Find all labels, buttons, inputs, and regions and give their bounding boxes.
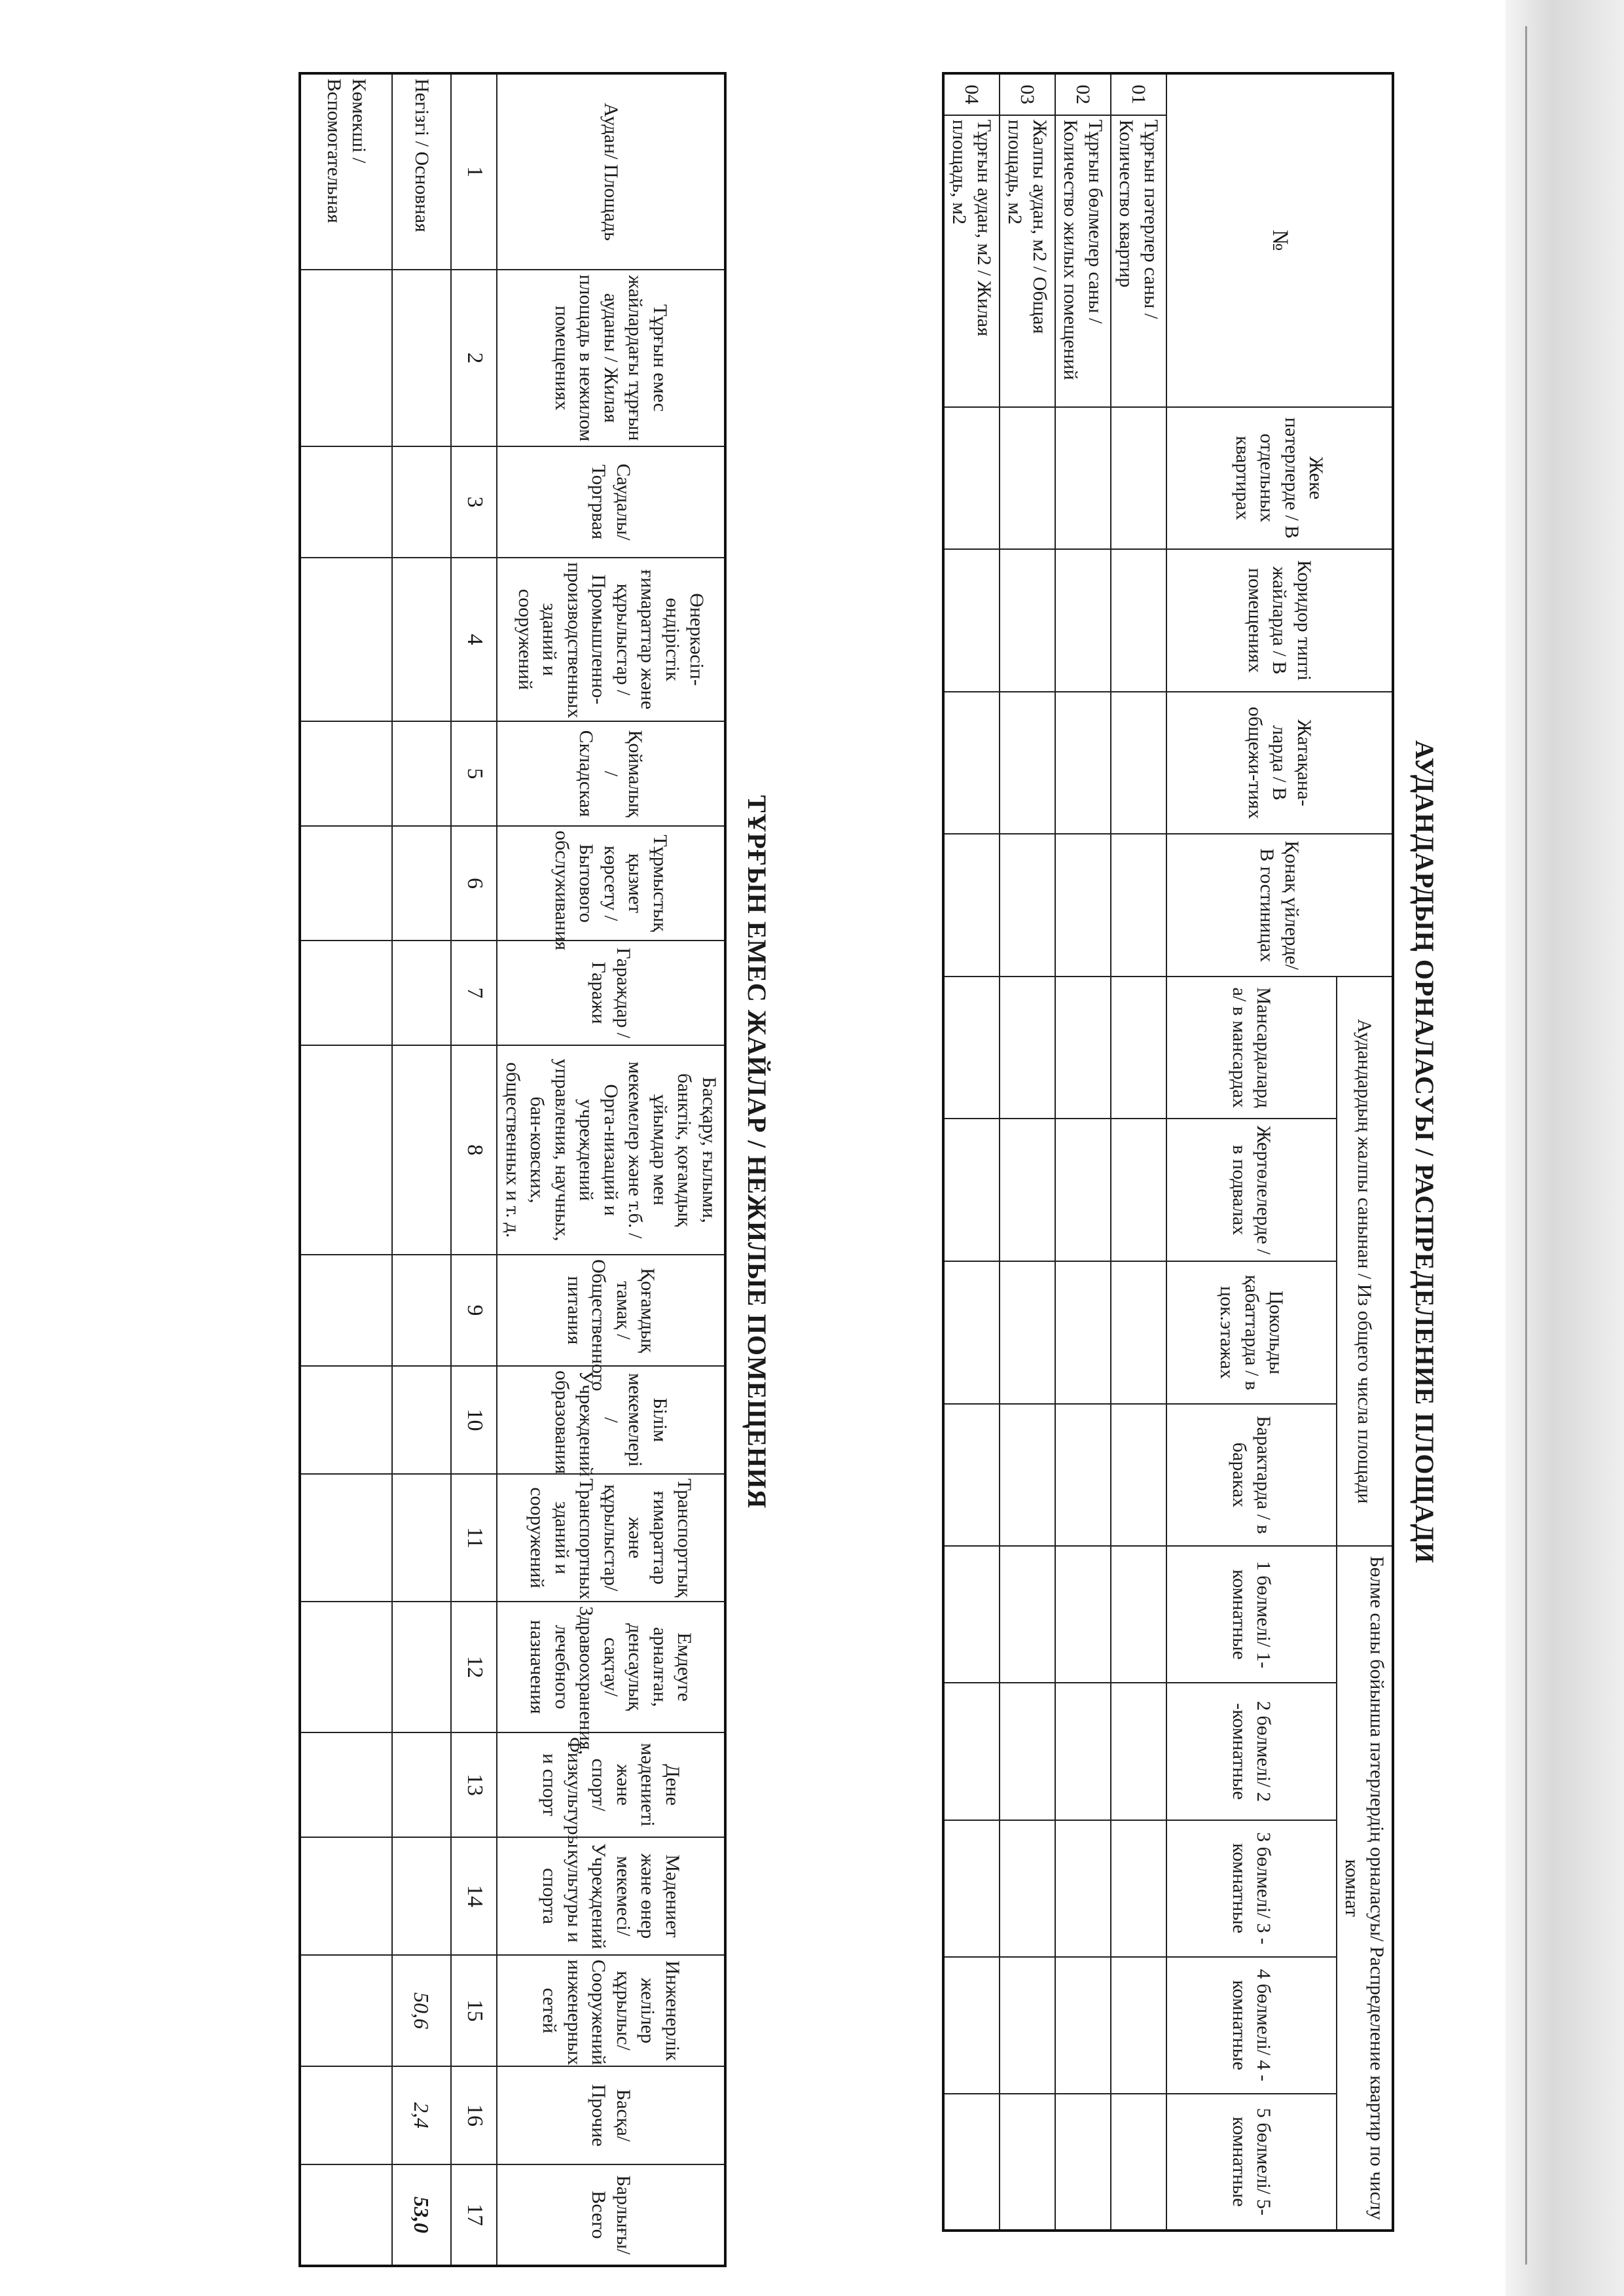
scan-page-edge-line	[1525, 26, 1527, 2265]
value-cell	[1000, 834, 1055, 977]
value-cell	[300, 270, 393, 446]
value-cell	[943, 1957, 1000, 2094]
value-cell	[393, 1045, 452, 1255]
value-cell	[1055, 1683, 1111, 1820]
col-header-1-room: 1 бөлмелі/ 1-комнатные	[1166, 1546, 1337, 1683]
area-distribution-table	[942, 72, 1394, 2232]
col-number: 7	[452, 941, 497, 1045]
value-cell	[1111, 1546, 1166, 1683]
col-header-sport: Дене мәдениеті және спорт/ Физкультуры и спорт	[497, 1732, 726, 1837]
distribution-title: АУДАНДАРДЫҢ ОРНАЛАСУЫ / РАСПРЕДЕЛЕНИЕ ПЛОЩАДИ	[1410, 740, 1439, 1564]
value-cell	[300, 2066, 393, 2164]
value-cell	[1055, 692, 1111, 834]
value-cell	[1000, 1119, 1055, 1261]
col-header-separate-apartments: Жеке пәтерлерде / В отдельных квартирах	[1166, 407, 1393, 550]
col-number: 3	[452, 446, 497, 558]
row-label-main: Негізгі / Основная	[393, 73, 452, 270]
value-cell-total-main: 53,0	[393, 2164, 452, 2266]
col-header-5-room: 5 бөлмелі/ 5-комнатные	[1166, 2094, 1337, 2231]
value-cell	[1055, 1119, 1111, 1261]
value-cell	[1055, 2094, 1111, 2231]
col-header-corridor-premises: Коридор типті жайларда / В помещениях	[1166, 549, 1393, 692]
col-header-barracks: Барактарда / в бараках	[1166, 1404, 1337, 1547]
col-header-4-room: 4 бөлмелі/ 4 - комнатные	[1166, 1957, 1337, 2094]
value-cell	[300, 1955, 393, 2066]
col-header-warehouse: Қоймалық / Складская	[497, 721, 726, 826]
value-cell	[943, 1546, 1000, 1683]
col-header-2-room: 2 бөлмелі/ 2 -комнатные	[1166, 1683, 1337, 1820]
value-cell	[1055, 1957, 1111, 2094]
value-cell	[393, 1474, 452, 1602]
value-cell	[943, 1820, 1000, 1957]
value-cell	[1111, 834, 1166, 977]
value-cell	[1111, 549, 1166, 692]
col-number: 14	[452, 1837, 497, 1955]
value-cell	[300, 1837, 393, 1955]
col-header-education: Білім мекемелері / Учреждений образования	[497, 1366, 726, 1474]
value-cell	[1000, 977, 1055, 1119]
col-header-3-room: 3 бөлмелі/ 3 - комнатные	[1166, 1820, 1337, 1957]
col-header-household-services: Тұрмыстық қызмет көрсету / Бытового обслуживания	[497, 826, 726, 941]
value-cell	[300, 1255, 393, 1366]
value-cell	[943, 1404, 1000, 1547]
col-header-dormitories: Жатақана-ларда / В общежи-тиях	[1166, 692, 1393, 834]
value-cell	[1000, 407, 1055, 550]
value-cell	[943, 2094, 1000, 2231]
col-number: 5	[452, 721, 497, 826]
value-cell	[1111, 1261, 1166, 1404]
col-number: 13	[452, 1732, 497, 1837]
value-cell	[393, 721, 452, 826]
value-cell	[300, 1366, 393, 1474]
col-number: 11	[452, 1474, 497, 1602]
col-number: 10	[452, 1366, 497, 1474]
value-cell	[1000, 1261, 1055, 1404]
value-cell	[393, 941, 452, 1045]
value-cell	[943, 407, 1000, 550]
col-number: 2	[452, 270, 497, 446]
value-cell-engineering-main: 50,6	[393, 1955, 452, 2066]
value-cell	[1111, 692, 1166, 834]
value-cell	[1000, 692, 1055, 834]
value-cell	[943, 1261, 1000, 1404]
value-cell	[1055, 1261, 1111, 1404]
value-cell	[393, 446, 452, 558]
col-header-garages: Гараждар / Гаражи	[497, 941, 726, 1045]
col-header-culture: Мәдениет және өнер мекемесі/ Учреждений культуры и спорта	[497, 1837, 726, 1955]
row-number: 02	[1055, 73, 1111, 115]
value-cell-other-main: 2,4	[393, 2066, 452, 2164]
col-number: 17	[452, 2164, 497, 2266]
value-cell	[943, 1683, 1000, 1820]
col-header-catering: Қоғамдық тамақ / Общественного питания	[497, 1255, 726, 1366]
col-number: 16	[452, 2066, 497, 2164]
col-number: 6	[452, 826, 497, 941]
value-cell	[393, 1837, 452, 1955]
value-cell	[300, 558, 393, 721]
value-cell	[1000, 1546, 1055, 1683]
col-header-basements: Жертөлелерде / в подвалах	[1166, 1119, 1337, 1261]
col-header-organizations: Басқару, ғылыми, банктік, қоғамдық ұйымдар мен мекемелер және т.б. / Орга-низаций и учреждений управления, научных, бан-ковских, общественных и т. д.	[497, 1045, 726, 1255]
row-label-auxiliary: Көмекші / Вспомогательная	[300, 73, 393, 270]
value-cell	[1111, 1404, 1166, 1547]
value-cell	[1055, 549, 1111, 692]
group-header-area-total: Аудандардың жалпы санынан / Из общего числа площади	[1337, 977, 1393, 1546]
value-cell	[300, 446, 393, 558]
value-cell	[1055, 834, 1111, 977]
col-header-living-in-nonresidential: Тұрғын емес жайлардағы тұрғын ауданы / Жилая площадь в нежилом помещениях	[497, 270, 726, 446]
col-header-industrial: Өнеркәсіп-өндірістік ғимараттар және құрылыстар / Промышленно-производственных зданий и сооружений	[497, 558, 726, 721]
value-cell	[393, 1255, 452, 1366]
value-cell	[1000, 1404, 1055, 1547]
table-row	[1055, 73, 1111, 2231]
col-header-attics: Мансардалард а/ в мансардах	[1166, 977, 1337, 1119]
value-cell	[1000, 1820, 1055, 1957]
value-cell	[300, 941, 393, 1045]
value-cell	[300, 2164, 393, 2266]
col-number: 8	[452, 1045, 497, 1255]
value-cell	[1111, 977, 1166, 1119]
value-cell	[1111, 1957, 1166, 2094]
value-cell	[300, 1602, 393, 1732]
row-label-apartments-count: Тұрғын пәтерлер саны / Количество квартир	[1111, 115, 1166, 407]
col-header-engineering-networks: Инженерлік желілер құрылыс/ Сооружений инженерных сетей	[497, 1955, 726, 2066]
value-cell	[1055, 1820, 1111, 1957]
value-cell	[1000, 1957, 1055, 2094]
col-header-transport: Транспорттық ғимараттар және құрылыстар/ Транспортных зданий и сооружений	[497, 1474, 726, 1602]
table-row	[1111, 73, 1166, 2231]
value-cell	[300, 1474, 393, 1602]
value-cell	[393, 270, 452, 446]
row-number: 03	[1000, 73, 1055, 115]
value-cell	[393, 826, 452, 941]
table-row	[393, 73, 452, 2266]
col-number: 4	[452, 558, 497, 721]
col-header-total: Барлығы/ Всего	[497, 2164, 726, 2266]
group-header-rooms-distribution: Бөлме саны бойынша пәтерлердің орналасуы/ Распределение квартир по числу комнат	[1337, 1546, 1393, 2231]
value-cell	[393, 1602, 452, 1732]
col-header-trade: Саудалы/ Торгрвая	[497, 446, 726, 558]
value-cell	[1055, 1404, 1111, 1547]
value-cell	[1000, 549, 1055, 692]
col-header-other: Басқа/ Прочие	[497, 2066, 726, 2164]
value-cell	[1000, 2094, 1055, 2231]
col-number: 9	[452, 1255, 497, 1366]
value-cell	[1111, 1119, 1166, 1261]
col-number: 15	[452, 1955, 497, 2066]
nonresidential-table	[299, 72, 727, 2267]
value-cell	[1055, 407, 1111, 550]
value-cell	[393, 1366, 452, 1474]
col-header-healthcare: Емдеуге арналған, денсаулық сақтау/ Здравоохранения, лечебного назначения	[497, 1602, 726, 1732]
row-number: 01	[1111, 73, 1166, 115]
value-cell	[1055, 1546, 1111, 1683]
value-cell	[943, 977, 1000, 1119]
value-cell	[1111, 1683, 1166, 1820]
value-cell	[1111, 1820, 1166, 1957]
scan-page-edge-shadow	[1506, 0, 1624, 2296]
value-cell	[943, 549, 1000, 692]
row-label-total-area: Жалпы аудан, м2 / Общая площадь, м2	[1000, 115, 1055, 407]
col-number: 1	[452, 73, 497, 270]
value-cell	[1111, 407, 1166, 550]
value-cell	[300, 826, 393, 941]
rotated-form-page	[0, 72, 1466, 2255]
value-cell	[1055, 977, 1111, 1119]
table-row	[300, 73, 393, 2266]
value-cell	[1111, 2094, 1166, 2231]
row-label-living-rooms-count: Тұрғын бөлмелер саны / Количество жилых помещений	[1055, 115, 1111, 407]
row-label-living-area: Тұрғын аудан, м2 / Жилая площадь, м2	[943, 115, 1000, 407]
col-header-area: Аудан/ Площадь	[497, 73, 726, 270]
value-cell	[300, 1732, 393, 1837]
value-cell	[943, 692, 1000, 834]
number-header-cell: №	[1166, 73, 1393, 407]
row-number: 04	[943, 73, 1000, 115]
value-cell	[943, 1119, 1000, 1261]
col-header-hotels: Қонақ үйлерде/ В гостиницах	[1166, 834, 1393, 977]
value-cell	[943, 834, 1000, 977]
table-row	[1000, 73, 1055, 2231]
value-cell	[1000, 1683, 1055, 1820]
value-cell	[300, 1045, 393, 1255]
nonresidential-title: ТҰРҒЫН ЕМЕС ЖАЙЛАР / НЕЖИЛЫЕ ПОМЕЩЕНИЯ	[742, 795, 772, 1509]
table-row	[943, 73, 1000, 2231]
value-cell	[300, 721, 393, 826]
value-cell	[393, 558, 452, 721]
value-cell	[393, 1732, 452, 1837]
col-number: 12	[452, 1602, 497, 1732]
col-header-basement-floors: Цокольды қабаттарда / в цок.этажах	[1166, 1261, 1337, 1404]
